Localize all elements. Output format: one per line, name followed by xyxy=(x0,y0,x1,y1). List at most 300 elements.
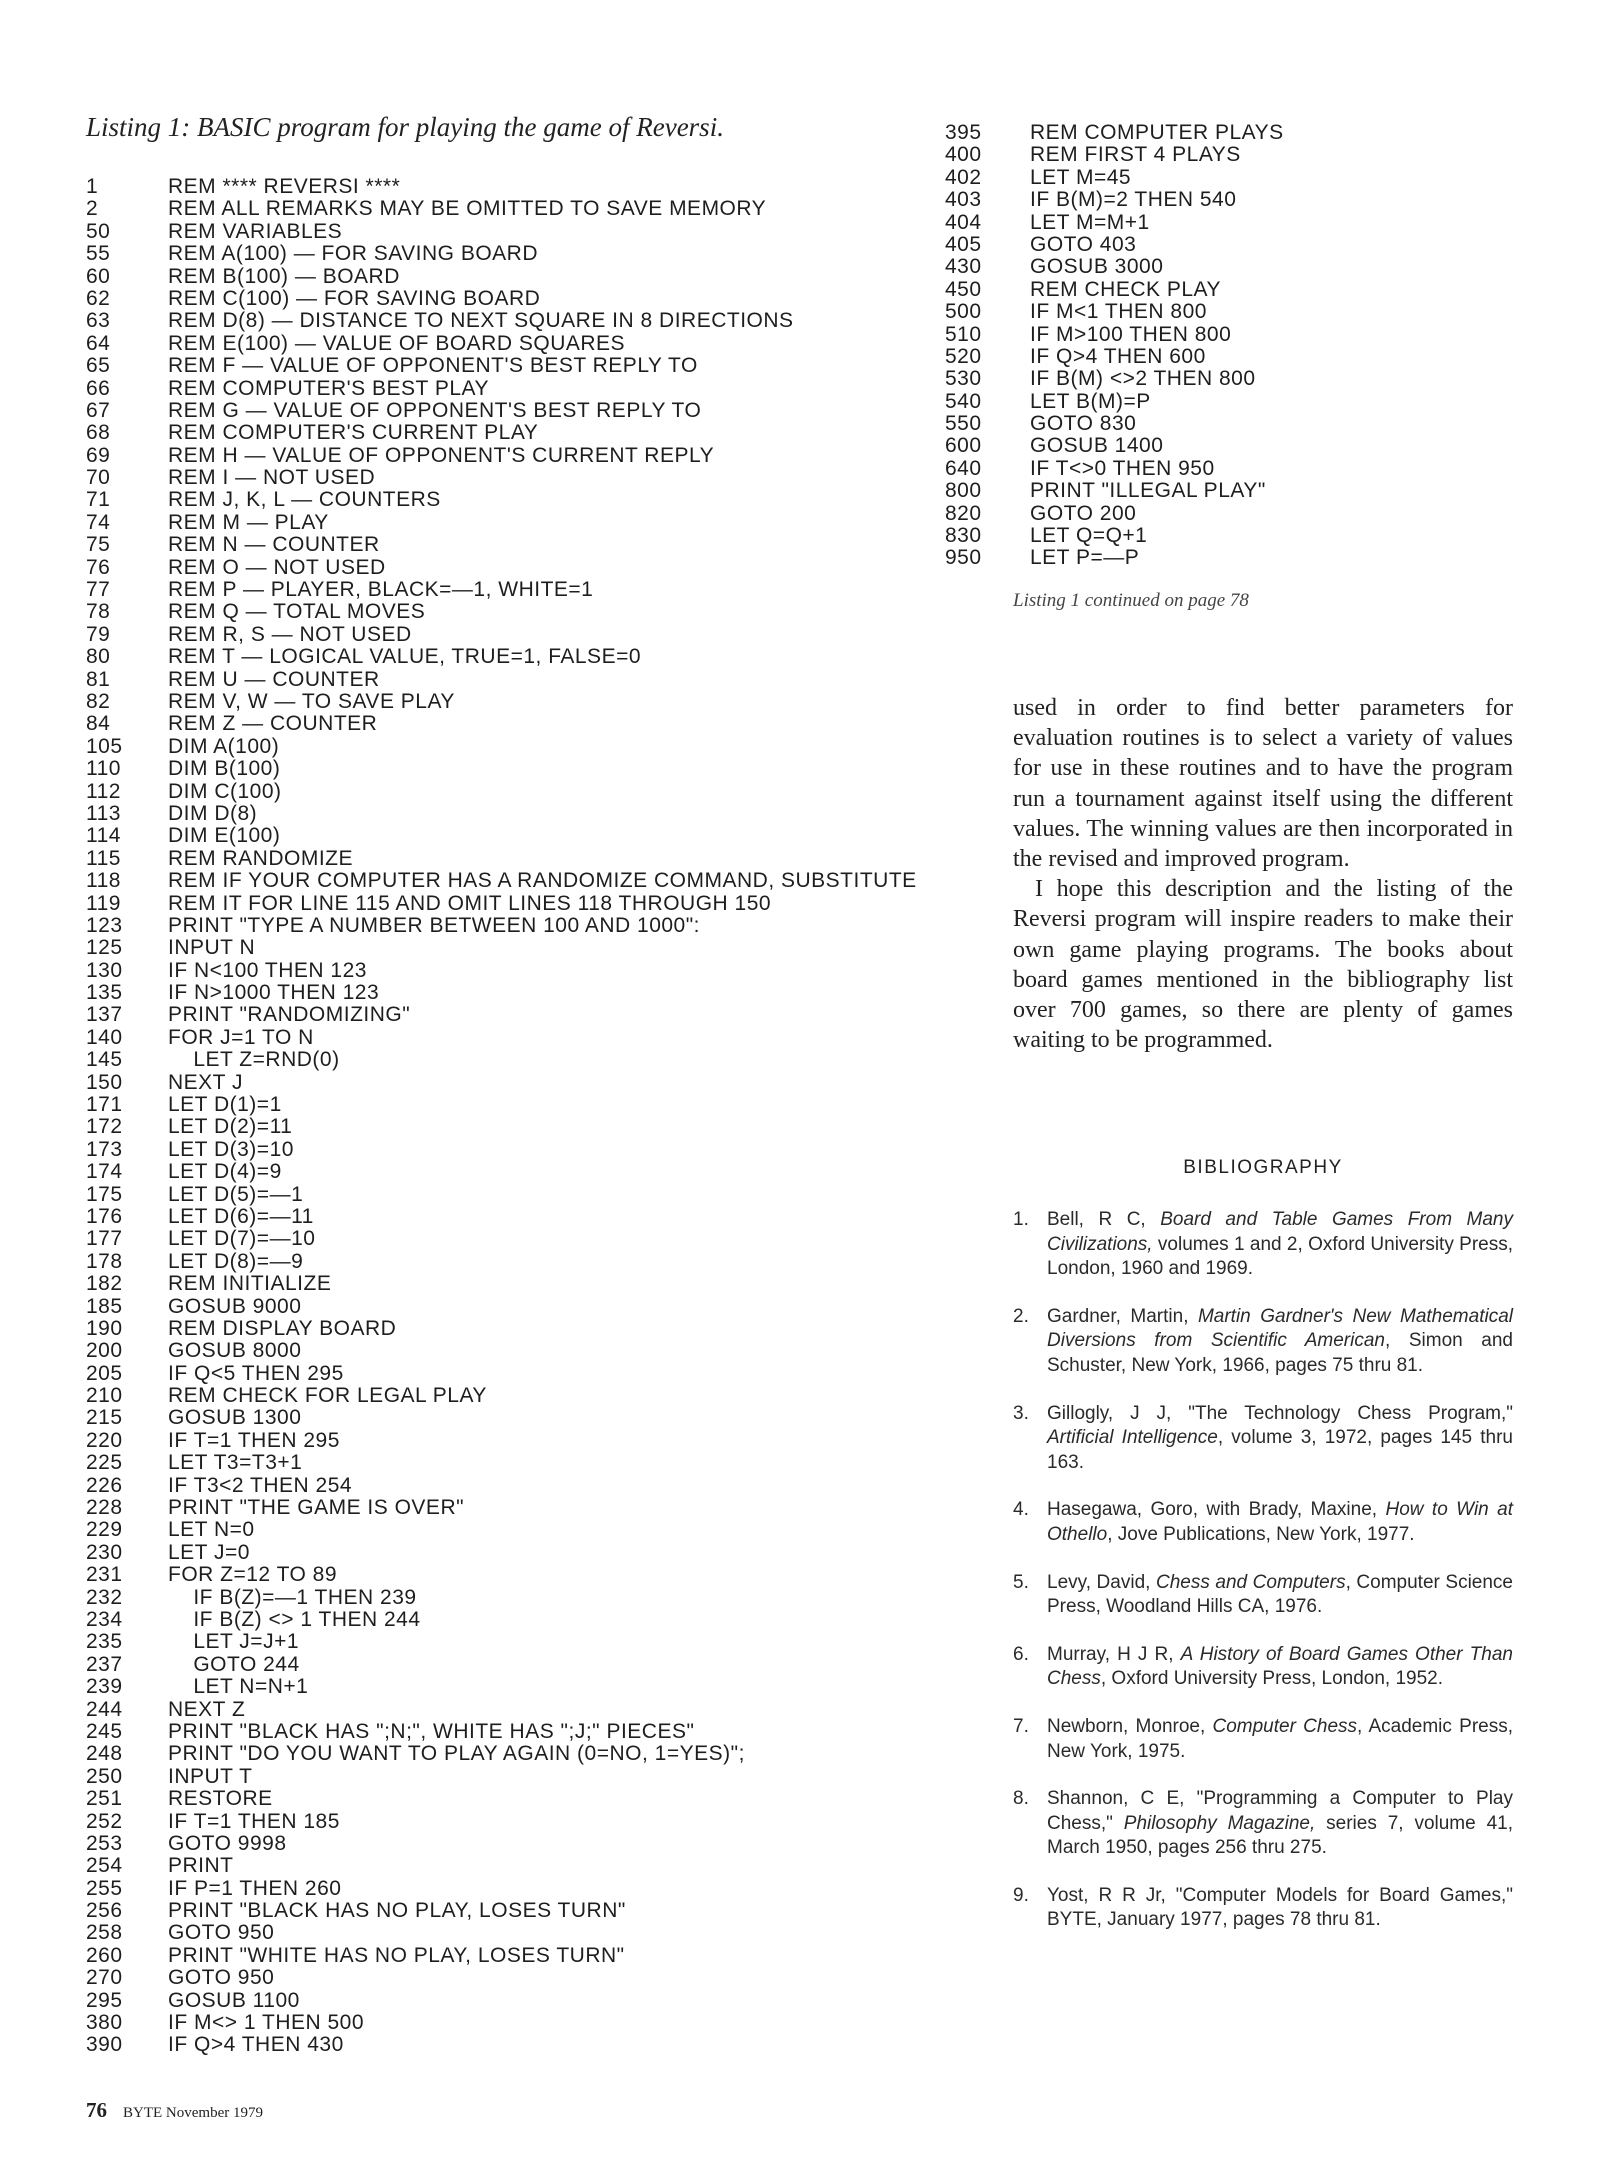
line-number: 145 xyxy=(86,1048,123,1072)
line-number: 66 xyxy=(86,376,111,400)
code-line xyxy=(86,736,966,758)
code-text: GOSUB 8000 xyxy=(168,1339,302,1363)
line-number: 115 xyxy=(86,846,121,870)
bibliography-number: 7. xyxy=(1013,1715,1029,1737)
code-line xyxy=(86,1318,966,1340)
code-line xyxy=(86,803,966,825)
code-text: INPUT T xyxy=(168,1764,253,1788)
line-number: 237 xyxy=(86,1652,123,1676)
code-line xyxy=(86,1027,966,1049)
code-line xyxy=(86,1072,966,1094)
code-text: IF N<100 THEN 123 xyxy=(168,958,367,982)
code-line xyxy=(86,378,966,400)
line-number: 185 xyxy=(86,1294,123,1318)
line-number: 270 xyxy=(86,1966,123,1990)
bibliography-title: Philosophy Magazine, xyxy=(1123,1812,1316,1834)
line-number: 520 xyxy=(945,344,982,368)
line-number: 176 xyxy=(86,1204,123,1228)
code-text: PRINT "BLACK HAS NO PLAY, LOSES TURN" xyxy=(168,1899,626,1923)
code-line xyxy=(86,1587,966,1609)
bibliography-list xyxy=(1013,1208,1513,1956)
page-number: 76 xyxy=(86,2098,107,2122)
bibliography-details: , Oxford University Press, London, 1952. xyxy=(1100,1668,1444,1690)
code-text: IF M<> 1 THEN 500 xyxy=(168,2011,365,2035)
bibliography-author: Shannon, C E, "Programming a Computer to Play Chess," xyxy=(1047,1788,1513,1834)
bibliography-number: 3. xyxy=(1013,1402,1029,1424)
line-number: 77 xyxy=(86,578,111,602)
body-paragraph: I hope this description and the listing of the Reversi program will inspire readers to make their own game playing programs. The books about board games mentioned in the bibliography list over 700 games, so there are plenty of games waiting to be programmed. xyxy=(1013,876,1513,1054)
line-number: 640 xyxy=(945,456,982,480)
code-text: GOTO 244 xyxy=(168,1652,300,1676)
code-line xyxy=(945,301,1445,323)
code-line xyxy=(86,1609,966,1631)
bibliography-number: 2. xyxy=(1013,1305,1029,1327)
line-number: 79 xyxy=(86,622,111,646)
code-text: IF Q>4 THEN 600 xyxy=(1030,344,1206,368)
line-number: 215 xyxy=(86,1406,123,1430)
line-number: 62 xyxy=(86,286,111,310)
line-number: 171 xyxy=(86,1093,123,1117)
code-line xyxy=(86,489,966,511)
code-line xyxy=(86,825,966,847)
bibliography-item xyxy=(1013,1643,1513,1692)
code-text: RESTORE xyxy=(168,1787,273,1811)
line-number: 75 xyxy=(86,533,111,557)
code-text: PRINT "BLACK HAS ";N;", WHITE HAS ";J;" PIECES" xyxy=(168,1719,695,1743)
code-text: LET Z=RND(0) xyxy=(168,1048,340,1072)
code-text: GOSUB 9000 xyxy=(168,1294,302,1318)
line-number: 390 xyxy=(86,2033,123,2057)
line-number: 65 xyxy=(86,354,111,378)
code-text: REM COMPUTER PLAYS xyxy=(1030,121,1284,144)
code-text: LET D(8)=—9 xyxy=(168,1249,304,1273)
code-text: LET D(4)=9 xyxy=(168,1160,282,1184)
code-text: REM R, S — NOT USED xyxy=(168,622,412,646)
code-listing-left xyxy=(86,176,966,2057)
code-line xyxy=(86,1206,966,1228)
line-number: 540 xyxy=(945,389,982,413)
bibliography-number: 1. xyxy=(1013,1209,1029,1230)
code-line xyxy=(86,1251,966,1273)
code-line xyxy=(86,1967,966,1989)
line-number: 220 xyxy=(86,1428,123,1452)
listing-caption: Listing 1: BASIC program for playing the game of Reversi. xyxy=(86,112,724,142)
line-number: 256 xyxy=(86,1899,123,1923)
code-text: REM Q — TOTAL MOVES xyxy=(168,600,426,624)
code-text: REM H — VALUE OF OPPONENT'S CURRENT REPLY xyxy=(168,443,715,467)
line-number: 137 xyxy=(86,1003,123,1027)
line-number: 830 xyxy=(945,524,982,548)
code-line xyxy=(86,1340,966,1362)
code-line xyxy=(86,1430,966,1452)
code-line xyxy=(86,1228,966,1250)
code-line xyxy=(86,1564,966,1586)
line-number: 380 xyxy=(86,2011,123,2035)
code-line xyxy=(86,1407,966,1429)
code-line xyxy=(86,1273,966,1295)
code-text: GOSUB 1100 xyxy=(168,1988,300,2012)
code-text: GOTO 950 xyxy=(168,1921,275,1945)
code-text: LET D(7)=—10 xyxy=(168,1227,316,1251)
code-line xyxy=(86,1542,966,1564)
code-text: REM IF YOUR COMPUTER HAS A RANDOMIZE COMMAND, SUBSTITUTE xyxy=(168,869,917,893)
code-text: REM J, K, L — COUNTERS xyxy=(168,488,441,512)
code-text: DIM A(100) xyxy=(168,734,280,758)
line-number: 510 xyxy=(945,322,982,346)
line-number: 248 xyxy=(86,1742,123,1766)
line-number: 530 xyxy=(945,367,982,391)
bibliography-item xyxy=(1013,1402,1513,1476)
code-text: REM CHECK PLAY xyxy=(1030,277,1221,301)
bibliography-title: How to Win at Othello xyxy=(1047,1499,1513,1545)
bibliography-item xyxy=(1013,1884,1513,1933)
code-line xyxy=(86,691,966,713)
code-text: REM F — VALUE OF OPPONENT'S BEST REPLY TO xyxy=(168,354,698,378)
code-line xyxy=(86,288,966,310)
line-number: 395 xyxy=(945,121,982,144)
bibliography-author: Gillogly, J J, "The Technology Chess Program," xyxy=(1047,1402,1513,1424)
code-line xyxy=(86,893,966,915)
code-text: REM C(100) — FOR SAVING BOARD xyxy=(168,286,541,310)
code-text: IF Q>4 THEN 430 xyxy=(168,2033,344,2057)
code-line xyxy=(86,176,966,198)
line-number: 173 xyxy=(86,1137,123,1161)
code-text: IF N>1000 THEN 123 xyxy=(168,981,380,1005)
code-text: REM E(100) — VALUE OF BOARD SQUARES xyxy=(168,331,626,355)
code-text: PRINT "THE GAME IS OVER" xyxy=(168,1496,465,1520)
line-number: 135 xyxy=(86,981,123,1005)
bibliography-item xyxy=(1013,1208,1513,1282)
line-number: 112 xyxy=(86,779,121,803)
line-number: 205 xyxy=(86,1361,123,1385)
code-text: DIM E(100) xyxy=(168,824,281,848)
code-text: GOTO 950 xyxy=(168,1966,275,1990)
line-number: 68 xyxy=(86,421,111,445)
line-number: 600 xyxy=(945,434,982,458)
bibliography-details: volumes 1 and 2, Oxford University Press, London, 1960 and 1969. xyxy=(1047,1233,1513,1280)
code-text: IF P=1 THEN 260 xyxy=(168,1876,342,1900)
code-text: REM V, W — TO SAVE PLAY xyxy=(168,689,455,713)
bibliography-number: 8. xyxy=(1013,1788,1029,1810)
code-text: FOR Z=12 TO 89 xyxy=(168,1563,338,1587)
bibliography-details: , volume 3, 1972, pages 145 thru 163. xyxy=(1047,1427,1513,1473)
line-number: 450 xyxy=(945,277,982,301)
code-line xyxy=(86,1743,966,1765)
line-number: 253 xyxy=(86,1831,123,1855)
code-text: REM COMPUTER'S BEST PLAY xyxy=(168,376,489,400)
code-line xyxy=(86,781,966,803)
code-text: IF T<>0 THEN 950 xyxy=(1030,456,1215,480)
code-text: LET J=0 xyxy=(168,1540,250,1564)
code-text: GOSUB 3000 xyxy=(1030,255,1164,279)
bibliography-author: Newborn, Monroe, xyxy=(1047,1715,1213,1737)
code-text: PRINT "RANDOMIZING" xyxy=(168,1003,411,1027)
code-text: REM D(8) — DISTANCE TO NEXT SQUARE IN 8 DIRECTIONS xyxy=(168,309,794,333)
line-number: 118 xyxy=(86,869,121,893)
line-number: 230 xyxy=(86,1540,123,1564)
code-text: PRINT "TYPE A NUMBER BETWEEN 100 AND 1000": xyxy=(168,913,701,937)
bibliography-number: 4. xyxy=(1013,1499,1029,1521)
line-number: 258 xyxy=(86,1921,123,1945)
line-number: 82 xyxy=(86,689,111,713)
bibliography-item xyxy=(1013,1787,1513,1861)
line-number: 403 xyxy=(945,188,982,212)
line-number: 235 xyxy=(86,1630,123,1654)
code-line xyxy=(86,1811,966,1833)
line-number: 175 xyxy=(86,1182,123,1206)
code-line xyxy=(86,2034,966,2056)
code-text: LET N=N+1 xyxy=(168,1675,309,1699)
line-number: 430 xyxy=(945,255,982,279)
code-text: REM I — NOT USED xyxy=(168,466,376,490)
line-number: 234 xyxy=(86,1608,123,1631)
line-number: 55 xyxy=(86,242,111,266)
code-text: IF B(M)=2 THEN 540 xyxy=(1030,188,1237,212)
line-number: 800 xyxy=(945,479,982,503)
bibliography-details: series 7, volume 41, March 1950, pages 256 thru 275. xyxy=(1047,1812,1513,1859)
code-text: GOTO 830 xyxy=(1030,412,1137,436)
code-line xyxy=(86,1878,966,1900)
line-number: 60 xyxy=(86,264,111,288)
bibliography-title: Computer Chess xyxy=(1212,1715,1358,1737)
code-line xyxy=(86,1116,966,1138)
code-line xyxy=(945,167,1445,189)
code-text: REM INITIALIZE xyxy=(168,1272,332,1296)
code-text: PRINT xyxy=(168,1854,234,1878)
line-number: 405 xyxy=(945,232,982,256)
line-number: 182 xyxy=(86,1272,123,1296)
code-line xyxy=(86,1900,966,1922)
continued-note: Listing 1 continued on page 78 xyxy=(1013,590,1249,611)
code-text: REM T — LOGICAL VALUE, TRUE=1, FALSE=0 xyxy=(168,645,642,669)
code-line xyxy=(945,547,1445,569)
code-line xyxy=(86,1004,966,1026)
bibliography-number: 6. xyxy=(1013,1643,1029,1665)
code-line xyxy=(86,243,966,265)
code-line xyxy=(86,1766,966,1788)
code-text: LET M=M+1 xyxy=(1030,210,1150,234)
code-line xyxy=(86,1699,966,1721)
line-number: 244 xyxy=(86,1697,123,1721)
code-text: REM **** REVERSI **** xyxy=(168,175,401,198)
code-line xyxy=(86,198,966,220)
code-text: REM A(100) — FOR SAVING BOARD xyxy=(168,242,539,266)
bibliography-details: , Academic Press, New York, 1975. xyxy=(1047,1715,1513,1762)
code-text: IF B(Z) <> 1 THEN 244 xyxy=(168,1608,421,1631)
line-number: 140 xyxy=(86,1025,123,1049)
code-line xyxy=(945,368,1445,390)
line-number: 225 xyxy=(86,1451,123,1475)
bibliography-title: Martin Gardner's New Mathematical Diversions from Scientific American xyxy=(1047,1305,1513,1352)
code-line xyxy=(945,503,1445,525)
code-line xyxy=(945,413,1445,435)
line-number: 114 xyxy=(86,824,121,848)
code-line xyxy=(86,467,966,489)
code-text: REM B(100) — BOARD xyxy=(168,264,400,288)
bibliography-author: Gardner, Martin, xyxy=(1047,1305,1198,1327)
code-text: REM Z — COUNTER xyxy=(168,712,378,736)
bibliography-author: Murray, H J R, xyxy=(1047,1643,1181,1665)
line-number: 63 xyxy=(86,309,111,333)
code-line xyxy=(86,1452,966,1474)
code-line xyxy=(86,333,966,355)
code-text: LET D(3)=10 xyxy=(168,1137,294,1161)
line-number: 295 xyxy=(86,1988,123,2012)
code-line xyxy=(945,458,1445,480)
line-number: 550 xyxy=(945,412,982,436)
code-line xyxy=(86,646,966,668)
code-text: REM ALL REMARKS MAY BE OMITTED TO SAVE MEMORY xyxy=(168,197,767,221)
line-number: 239 xyxy=(86,1675,123,1699)
code-text: REM DISPLAY BOARD xyxy=(168,1316,397,1340)
line-number: 174 xyxy=(86,1160,123,1184)
code-line xyxy=(86,1945,966,1967)
magazine-issue: BYTE November 1979 xyxy=(123,2105,263,2121)
code-text: LET M=45 xyxy=(1030,165,1132,189)
bibliography-author: Hasegawa, Goro, with Brady, Maxine, xyxy=(1047,1499,1386,1521)
code-line xyxy=(945,480,1445,502)
line-number: 110 xyxy=(86,757,121,781)
code-text: IF B(Z)=—1 THEN 239 xyxy=(168,1585,417,1609)
code-text: IF T=1 THEN 185 xyxy=(168,1809,340,1833)
code-listing-right xyxy=(945,122,1445,570)
code-line xyxy=(86,601,966,623)
bibliography-author: Levy, David, xyxy=(1047,1571,1156,1593)
line-number: 404 xyxy=(945,210,982,234)
code-line xyxy=(945,256,1445,278)
code-line xyxy=(86,422,966,444)
bibliography-title: Artificial Intelligence xyxy=(1047,1427,1218,1449)
code-text: IF M<1 THEN 800 xyxy=(1030,300,1207,324)
code-line xyxy=(86,2012,966,2034)
code-text: GOTO 200 xyxy=(1030,501,1137,525)
line-number: 252 xyxy=(86,1809,123,1833)
code-line xyxy=(86,557,966,579)
line-number: 245 xyxy=(86,1719,123,1743)
code-text: REM CHECK FOR LEGAL PLAY xyxy=(168,1384,487,1408)
code-line xyxy=(86,758,966,780)
code-text: REM O — NOT USED xyxy=(168,555,386,579)
article-body xyxy=(1013,693,1513,1055)
body-paragraph: used in order to find better parameters for evaluation routines is to select a variety of values for use in these routines and to have the program run a tournament against itself using the different values. The winning values are then incorporated in the revised and improved program. xyxy=(1013,695,1513,873)
code-text: LET D(1)=1 xyxy=(168,1093,282,1117)
line-number: 178 xyxy=(86,1249,123,1273)
code-text: LET T3=T3+1 xyxy=(168,1451,303,1475)
line-number: 232 xyxy=(86,1585,123,1609)
bibliography-details: , Computer Science Press, Woodland Hills CA, 1976. xyxy=(1047,1571,1513,1618)
code-text: LET D(5)=—1 xyxy=(168,1182,304,1206)
code-line xyxy=(86,355,966,377)
code-line xyxy=(86,534,966,556)
code-text: IF B(M) <>2 THEN 800 xyxy=(1030,367,1256,391)
code-line xyxy=(86,445,966,467)
code-line xyxy=(86,1855,966,1877)
code-line xyxy=(86,713,966,735)
code-line xyxy=(86,960,966,982)
line-number: 84 xyxy=(86,712,111,736)
line-number: 105 xyxy=(86,734,123,758)
code-line xyxy=(945,189,1445,211)
code-text: DIM C(100) xyxy=(168,779,282,803)
line-number: 177 xyxy=(86,1227,123,1251)
code-line xyxy=(86,1497,966,1519)
code-text: GOTO 403 xyxy=(1030,232,1137,256)
line-number: 64 xyxy=(86,331,111,355)
line-number: 125 xyxy=(86,936,123,960)
line-number: 78 xyxy=(86,600,111,624)
code-text: LET D(2)=11 xyxy=(168,1115,293,1139)
line-number: 130 xyxy=(86,958,123,982)
code-line xyxy=(86,579,966,601)
code-text: REM G — VALUE OF OPPONENT'S BEST REPLY TO xyxy=(168,398,702,422)
line-number: 71 xyxy=(86,488,111,512)
code-text: LET B(M)=P xyxy=(1030,389,1151,413)
code-line xyxy=(86,1676,966,1698)
code-line xyxy=(86,1721,966,1743)
code-text: LET Q=Q+1 xyxy=(1030,524,1148,548)
code-text: LET D(6)=—11 xyxy=(168,1204,314,1228)
bibliography-item xyxy=(1013,1571,1513,1620)
code-line xyxy=(945,279,1445,301)
code-line xyxy=(86,1833,966,1855)
code-line xyxy=(86,1161,966,1183)
bibliography-item xyxy=(1013,1305,1513,1379)
code-line xyxy=(86,1519,966,1541)
line-number: 260 xyxy=(86,1943,123,1967)
code-text: REM IT FOR LINE 115 AND OMIT LINES 118 THROUGH 150 xyxy=(168,891,772,915)
code-line xyxy=(945,122,1445,144)
code-text: IF M>100 THEN 800 xyxy=(1030,322,1232,346)
line-number: 229 xyxy=(86,1518,123,1542)
code-line xyxy=(86,915,966,937)
code-line xyxy=(86,937,966,959)
line-number: 150 xyxy=(86,1070,123,1094)
code-line xyxy=(945,234,1445,256)
code-text: DIM B(100) xyxy=(168,757,281,781)
code-line xyxy=(86,1094,966,1116)
line-number: 76 xyxy=(86,555,111,579)
code-text: LET P=—P xyxy=(1030,546,1140,570)
code-line xyxy=(86,221,966,243)
line-number: 74 xyxy=(86,510,111,534)
line-number: 1 xyxy=(86,175,99,198)
line-number: 400 xyxy=(945,143,982,167)
line-number: 250 xyxy=(86,1764,123,1788)
bibliography-title: A History of Board Games Other Than Chess xyxy=(1047,1643,1513,1690)
code-text: GOSUB 1300 xyxy=(168,1406,302,1430)
line-number: 210 xyxy=(86,1384,123,1408)
code-line xyxy=(86,266,966,288)
code-line xyxy=(86,870,966,892)
bibliography-details: , Jove Publications, New York, 1977. xyxy=(1107,1523,1415,1545)
page-footer xyxy=(86,2098,263,2123)
line-number: 228 xyxy=(86,1496,123,1520)
code-text: LET J=J+1 xyxy=(168,1630,300,1654)
line-number: 254 xyxy=(86,1854,123,1878)
code-line xyxy=(86,1296,966,1318)
code-text: REM N — COUNTER xyxy=(168,533,380,557)
code-line xyxy=(86,1139,966,1161)
code-line xyxy=(86,1788,966,1810)
code-line xyxy=(86,1475,966,1497)
code-text: PRINT "WHITE HAS NO PLAY, LOSES TURN" xyxy=(168,1943,625,1967)
code-line xyxy=(86,1363,966,1385)
code-line xyxy=(86,669,966,691)
code-text: FOR J=1 TO N xyxy=(168,1025,314,1049)
line-number: 123 xyxy=(86,913,123,937)
bibliography-author: Bell, R C, xyxy=(1047,1209,1161,1230)
code-text: REM U — COUNTER xyxy=(168,667,380,691)
